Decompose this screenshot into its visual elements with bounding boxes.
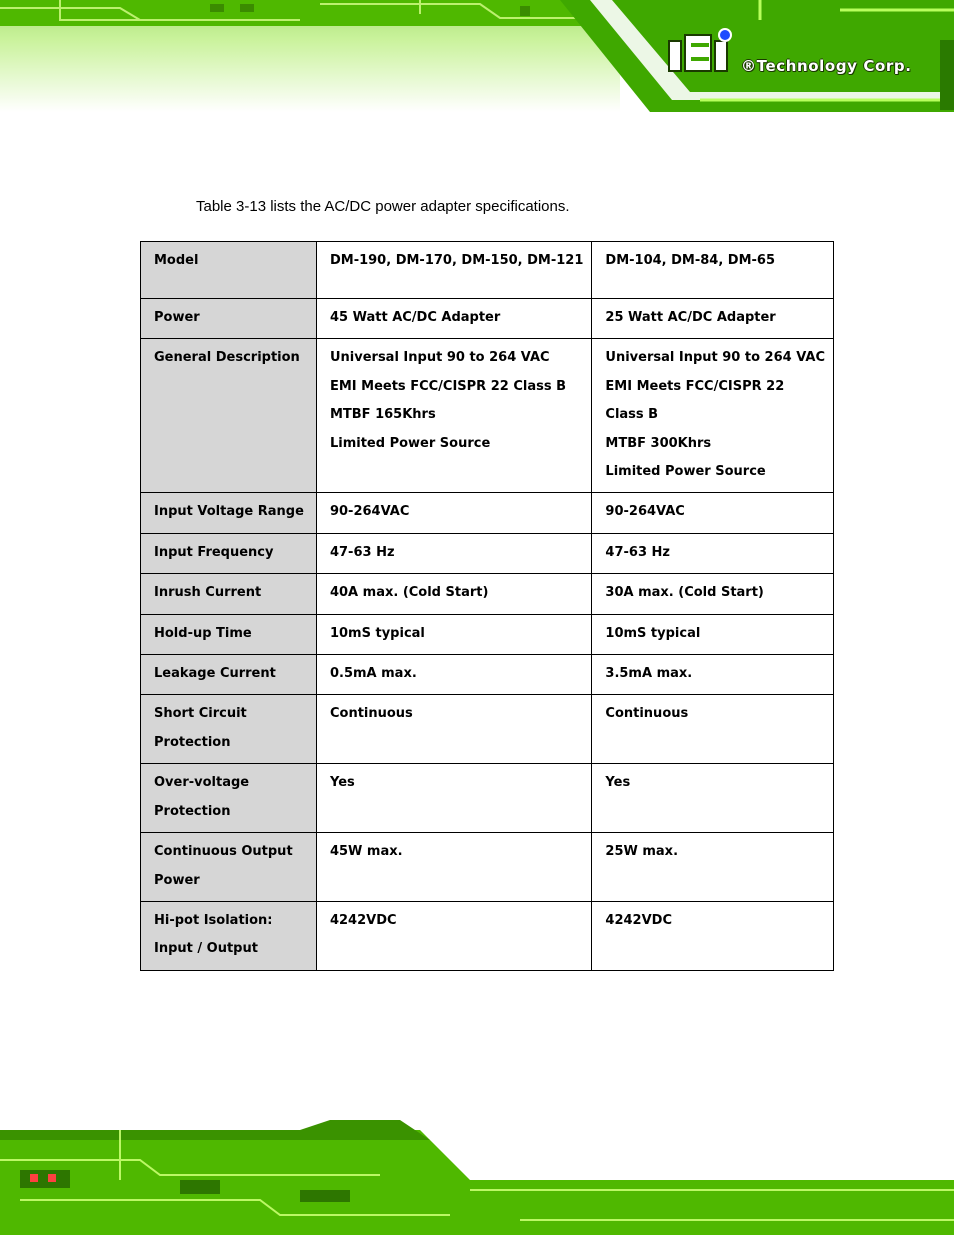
cell-line: Yes (329, 775, 355, 791)
row-label-input-frequency (141, 533, 317, 573)
cell-line: 47-63 Hz (605, 544, 670, 560)
table-row-input-frequency (141, 533, 834, 573)
cell-line: 10mS typical (329, 625, 425, 641)
row-value-col2-hold-up-time (592, 614, 834, 654)
cell-line: Hold-up Time (154, 625, 252, 641)
cell-line: Short Circuit (154, 706, 247, 722)
row-value-col2-inrush-current (592, 574, 834, 614)
table-row-input-voltage-range (141, 493, 834, 533)
table-row-power (141, 299, 834, 339)
row-label-inrush-current (141, 574, 317, 614)
cell-line: Continuous Output (154, 844, 293, 860)
table-row-general-description (141, 339, 834, 493)
cell-line: 30A max. (Cold Start) (605, 585, 764, 601)
cell-line: Universal Input 90 to 264 VAC (329, 350, 550, 366)
cell-line: 0.5mA max. (329, 666, 417, 682)
row-label-general-description (141, 339, 317, 493)
cell-line: Yes (605, 775, 631, 791)
spec-table (140, 241, 834, 971)
row-value-col2-input-frequency (592, 533, 834, 573)
cell-line: 3.5mA max. (605, 666, 693, 682)
cell-line: Input Frequency (154, 544, 274, 560)
cell-line: EMI Meets FCC/CISPR 22 (605, 378, 785, 394)
row-label-short-circuit-protection (141, 695, 317, 764)
row-value-col1-input-voltage-range (316, 493, 591, 533)
row-value-col2-general-description (592, 339, 834, 493)
cell-line: Universal Input 90 to 264 VAC (605, 350, 825, 366)
cell-line: Limited Power Source (605, 464, 766, 480)
cell-line: Power (154, 310, 200, 325)
cell-line: MTBF 300Khrs (605, 435, 712, 451)
row-value-col1-hi-pot-isolation-input-output (316, 901, 591, 970)
row-value-col1-continuous-output-power (316, 833, 591, 902)
cell-line: 90-264VAC (605, 504, 685, 520)
footer-banner (0, 1120, 954, 1235)
cell-line: Limited Power Source (329, 435, 491, 451)
cell-line: Protection (154, 734, 231, 750)
row-value-col2-continuous-output-power (592, 833, 834, 902)
logo-icon (667, 27, 737, 77)
cell-line: 40A max. (Cold Start) (329, 585, 489, 601)
cell-line: Power (154, 872, 200, 888)
cell-line: MTBF 165Khrs (329, 407, 436, 423)
table-header-row (141, 242, 834, 299)
table-row-over-voltage-protection (141, 764, 834, 833)
cell-line: Continuous (605, 706, 689, 722)
row-label-power (141, 299, 317, 339)
table-row-inrush-current (141, 574, 834, 614)
cell-line: 4242VDC (329, 912, 397, 928)
header-banner (0, 0, 954, 112)
table-row-continuous-output-power (141, 833, 834, 902)
cell-line: Class B (605, 407, 659, 423)
table-row-leakage-current (141, 655, 834, 695)
header-cell-model: Model (141, 242, 317, 299)
cell-line: Inrush Current (154, 585, 262, 601)
cell-line: 45W max. (329, 844, 403, 860)
intro-text: Table 3-13 lists the AC/DC power adapter specifications. (196, 198, 570, 215)
cell-line: Leakage Current (154, 666, 276, 682)
row-label-leakage-current (141, 655, 317, 695)
cell-line: 25W max. (605, 844, 679, 860)
table-row-hi-pot-isolation-input-output (141, 901, 834, 970)
row-label-hold-up-time (141, 614, 317, 654)
cell-line: Continuous (329, 706, 413, 722)
row-value-col2-hi-pot-isolation-input-output (592, 901, 834, 970)
row-value-col2-over-voltage-protection (592, 764, 834, 833)
cell-line: Hi-pot Isolation: (154, 912, 273, 928)
cell-line: 90-264VAC (329, 504, 410, 520)
row-label-hi-pot-isolation-input-output (141, 901, 317, 970)
cell-line: Input / Output (154, 941, 258, 957)
brand-logo-text: ®Technology Corp. (741, 57, 912, 75)
row-label-input-voltage-range (141, 493, 317, 533)
cell-line: 10mS typical (605, 625, 701, 641)
row-value-col1-input-frequency (316, 533, 591, 573)
row-value-col2-power (592, 299, 834, 339)
cell-line: 45 Watt AC/DC Adapter (329, 310, 501, 325)
row-value-col2-leakage-current (592, 655, 834, 695)
row-label-over-voltage-protection (141, 764, 317, 833)
cell-line: 4242VDC (605, 912, 672, 928)
row-label-continuous-output-power (141, 833, 317, 902)
header-cell-model-group-2: DM-104, DM-84, DM-65 (592, 242, 834, 299)
cell-line: Input Voltage Range (154, 504, 304, 520)
cell-line: Over-voltage (154, 775, 250, 791)
row-value-col1-hold-up-time (316, 614, 591, 654)
cell-line: Protection (154, 803, 231, 819)
cell-line: 47-63 Hz (329, 544, 395, 560)
header-cell-model-group-1: DM-190, DM-170, DM-150, DM-121 (316, 242, 591, 299)
row-value-col2-input-voltage-range (592, 493, 834, 533)
cell-line: 25 Watt AC/DC Adapter (605, 310, 776, 325)
row-value-col1-inrush-current (316, 574, 591, 614)
row-value-col2-short-circuit-protection (592, 695, 834, 764)
row-value-col1-over-voltage-protection (316, 764, 591, 833)
cell-line: EMI Meets FCC/CISPR 22 Class B (329, 378, 567, 394)
table-row-hold-up-time (141, 614, 834, 654)
row-value-col1-general-description (316, 339, 591, 493)
cell-line: General Description (154, 350, 300, 366)
row-value-col1-power (316, 299, 591, 339)
row-value-col1-short-circuit-protection (316, 695, 591, 764)
table-row-short-circuit-protection (141, 695, 834, 764)
row-value-col1-leakage-current (316, 655, 591, 695)
